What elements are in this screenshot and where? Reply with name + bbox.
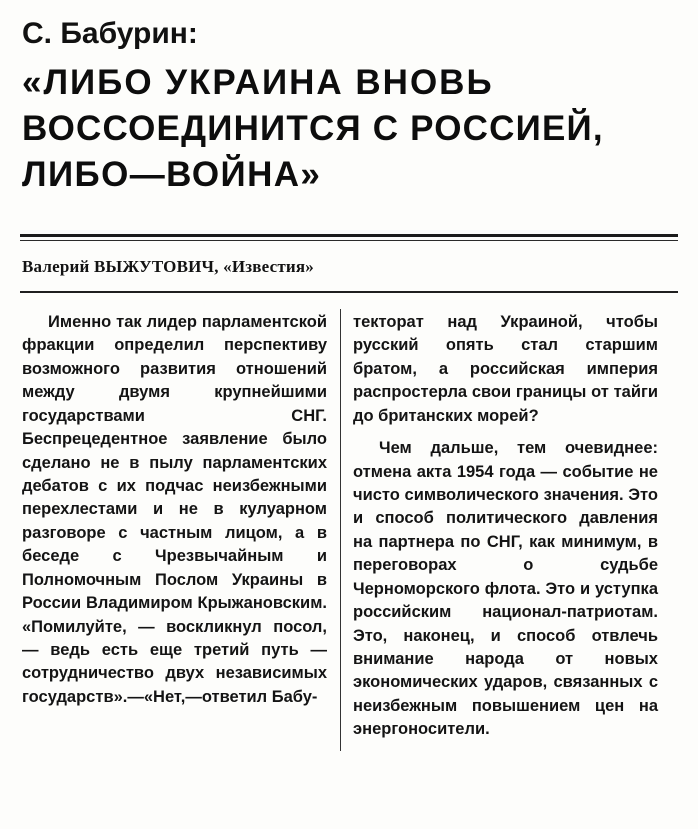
- page-bottom-fade: [0, 811, 698, 829]
- byline: Валерий ВЫЖУТОВИЧ, «Известия»: [22, 257, 314, 277]
- headline-divider: [0, 234, 698, 241]
- article-headline: [22, 60, 676, 199]
- headline-line-2: ВОССОЕДИНИТСЯ С РОССИЕЙ,: [22, 108, 604, 148]
- headline-line-3: ЛИБО—ВОЙНА»: [22, 154, 322, 194]
- article-column-right: [353, 311, 658, 751]
- paragraph: текторат над Украиной, чтобы русский опять стал старшим братом, а российская империя распростерла свои границы от тайги до британских морей?: [353, 313, 658, 425]
- headline-line-1: «ЛИБО УКРАИНА ВНОВЬ: [22, 62, 494, 102]
- paragraph: Именно так лидер парламентской фракции определил перспективу возможного развития отношений между двумя крупнейшими государствами СНГ. Беспрецедентное заявление было сделано не в пылу парламентских дебатов с их подчас неизбежными перехлестами и не в кулуарном разговоре с частным лицом, а в беседе с Чрезвычайным и Полномочным Послом Украины в России Владимиром Крыжановским. «Помилуйте, — воскликнул посол, — ведь есть еще третий путь — сотрудничество двух независимых государств».—«Нет,—ответил Бабу-: [22, 313, 327, 706]
- article-kicker: С. Бабурин:: [22, 17, 198, 50]
- article-column-left: [22, 311, 327, 751]
- article-columns: [0, 293, 698, 751]
- headline-block: [0, 0, 698, 198]
- divider-thick: [20, 234, 678, 237]
- column-divider: [340, 309, 341, 751]
- paragraph: Чем дальше, тем очевиднее: отмена акта 1954 года — событие не чисто символического значения. Это и способ политического давления на партнера по СНГ, как минимум, в переговорах о судьбе Черноморского флота. Это и уступка российским национал-патриотам. Это, наконец, и способ отвлечь внимание народа от новых экономических ударов, связанных с неизбежным повышением цен на энергоносители.: [353, 439, 658, 739]
